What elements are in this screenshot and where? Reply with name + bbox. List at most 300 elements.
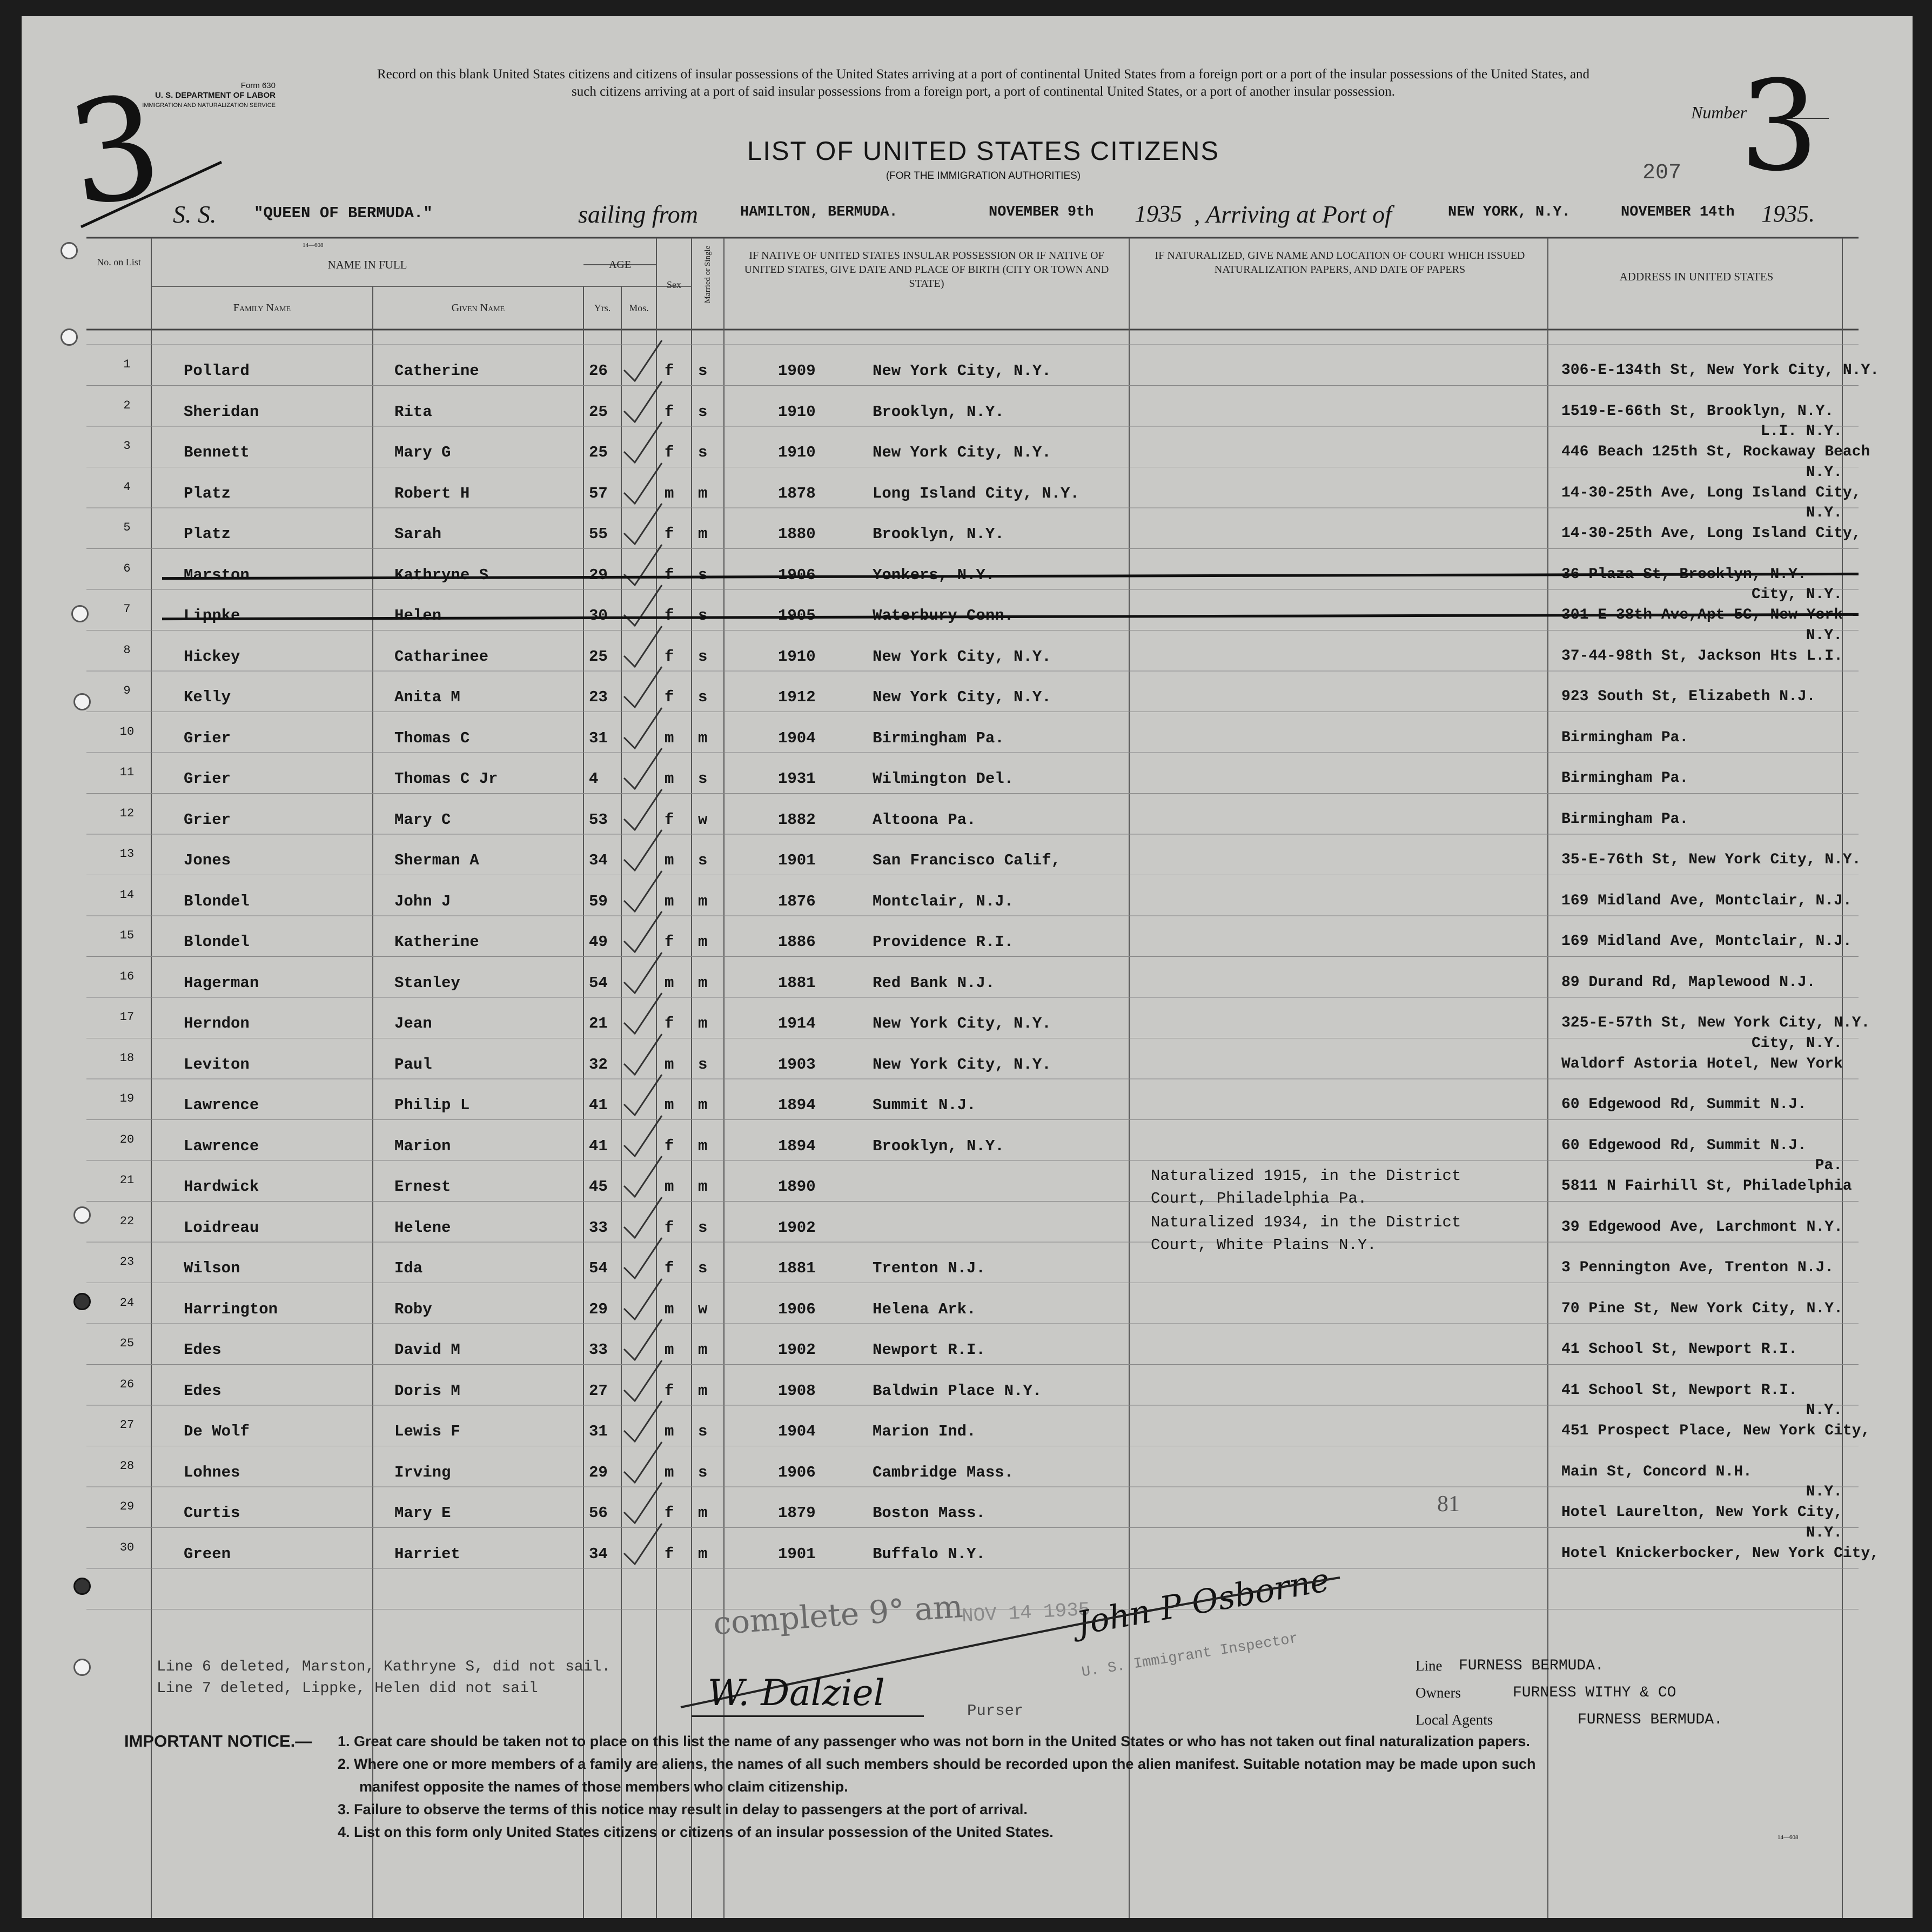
cell-sex: f [665, 525, 674, 543]
cell-address-continuation: N.Y. [1806, 505, 1842, 521]
punch-hole [71, 605, 89, 622]
cell-row-number: 19 [119, 1092, 135, 1105]
manifest-sheet [22, 16, 1913, 1918]
cell-age-years: 29 [589, 1463, 608, 1481]
cell-birth-place: Brooklyn, N.Y. [873, 525, 1004, 543]
cell-birth-place: Birmingham Pa. [873, 729, 1004, 747]
cell-address: 41 School St, Newport R.I. [1561, 1341, 1797, 1358]
cell-family-name: Herndon [184, 1015, 250, 1032]
cell-address-continuation: N.Y. [1806, 1402, 1842, 1419]
table-row [22, 1092, 1913, 1137]
notice-item-3: 3. Failure to observe the terms of this notice may result in delay to passengers at the port of arrival. [338, 1801, 1028, 1817]
cell-birth-year: 1931 [778, 770, 816, 788]
cell-sex: m [665, 892, 674, 910]
punch-hole [73, 1293, 91, 1310]
cell-marital-status: s [698, 688, 708, 706]
cell-marital-status: m [698, 933, 708, 951]
cell-given-name: Philip L [394, 1096, 470, 1114]
cell-row-number: 14 [119, 888, 135, 902]
cell-family-name: Loidreau [184, 1218, 259, 1237]
cell-address: Main St, Concord N.H. [1561, 1463, 1752, 1480]
cell-row-number: 23 [119, 1255, 135, 1269]
cell-family-name: Lawrence [184, 1137, 259, 1155]
cell-age-years: 33 [589, 1218, 608, 1237]
cell-family-name: De Wolf [184, 1423, 250, 1440]
cell-family-name: Green [184, 1545, 231, 1563]
cell-family-name: Lippke [184, 607, 240, 625]
cell-sex: m [665, 729, 674, 747]
cell-birth-year: 1881 [778, 974, 816, 992]
cell-age-years: 25 [589, 403, 608, 421]
departure-port: HAMILTON, BERMUDA. [740, 204, 898, 220]
cell-marital-status: s [698, 444, 708, 461]
punch-hole [73, 1206, 91, 1224]
cell-row-number: 21 [119, 1173, 135, 1187]
cell-address: Birmingham Pa. [1561, 770, 1689, 787]
cell-birth-place: Buffalo N.Y. [873, 1545, 985, 1563]
cell-address: Birmingham Pa. [1561, 729, 1689, 746]
cell-birth-place: New York City, N.Y. [873, 688, 1051, 706]
cell-birth-place: Trenton N.J. [873, 1259, 985, 1277]
cell-marital-status: s [698, 1463, 708, 1481]
header-months: Mos. [629, 303, 649, 313]
cell-age-years: 45 [589, 1178, 608, 1196]
cell-family-name: Kelly [184, 688, 231, 706]
cell-birth-place: New York City, N.Y. [873, 1015, 1051, 1032]
cell-family-name: Grier [184, 810, 231, 829]
cell-age-years: 29 [589, 1300, 608, 1318]
cell-address: Birmingham Pa. [1561, 810, 1689, 828]
cell-age-years: 56 [589, 1504, 608, 1522]
cell-family-name: Edes [184, 1381, 222, 1400]
table-row [22, 806, 1913, 852]
naturalization-note-row22-line2: Court, White Plains N.Y. [1151, 1236, 1377, 1254]
cell-row-number: 4 [123, 480, 131, 494]
cell-birth-year: 1908 [778, 1381, 816, 1400]
cell-birth-year: 1904 [778, 1423, 816, 1440]
table-row [22, 1402, 1913, 1464]
cell-birth-place: New York City, N.Y. [873, 647, 1051, 666]
cell-row-number: 5 [123, 521, 131, 534]
cell-age-years: 41 [589, 1137, 608, 1155]
table-row [22, 1132, 1913, 1178]
cell-family-name: Marston [184, 566, 250, 584]
cell-birth-year: 1906 [778, 1463, 816, 1481]
notice-item-2b: manifest opposite the names of those members who claim citizenship. [359, 1779, 848, 1795]
number-label: Number [1691, 103, 1747, 122]
cell-birth-place: New York City, N.Y. [873, 444, 1051, 461]
cell-row-number: 8 [123, 643, 131, 657]
cell-birth-year: 1894 [778, 1096, 816, 1114]
cell-family-name: Platz [184, 525, 231, 543]
form-title: LIST OF UNITED STATES CITIZENS [747, 137, 1220, 166]
line-value: FURNESS BERMUDA. [1459, 1658, 1604, 1674]
cell-given-name: Catharinee [394, 647, 489, 666]
cell-row-number: 27 [119, 1418, 135, 1432]
cell-sex: f [665, 403, 674, 421]
cell-birth-place: Boston Mass. [873, 1504, 985, 1522]
cell-birth-year: 1905 [778, 607, 816, 625]
table-row [22, 684, 1913, 729]
cell-sex: m [665, 974, 674, 992]
cell-row-number: 18 [119, 1051, 135, 1065]
cell-row-number: 28 [119, 1459, 135, 1473]
table-row [22, 586, 1913, 648]
table-row [22, 627, 1913, 689]
notice-item-4: 4. List on this form only United States citizens or citizens of an insular possession of the United States. [338, 1824, 1054, 1840]
naturalization-note-row21-line1: Naturalized 1915, in the District [1151, 1167, 1461, 1185]
cell-birth-year: 1886 [778, 933, 816, 951]
header-family-name: Family Name [233, 302, 291, 314]
inspector-signature: John P Osborne [1074, 1561, 1332, 1643]
cell-age-years: 55 [589, 525, 608, 543]
naturalization-note-row22-line1: Naturalized 1934, in the District [1151, 1213, 1461, 1231]
inspector-stamp: U. S. Immigrant Inspector [1081, 1631, 1299, 1681]
cell-family-name: Grier [184, 729, 231, 747]
cell-row-number: 25 [119, 1337, 135, 1350]
cell-given-name: Lewis F [394, 1423, 460, 1440]
department-name: U. S. DEPARTMENT OF LABOR [155, 91, 276, 100]
table-row [22, 398, 1913, 444]
cell-birth-place: Red Bank N.J. [873, 974, 995, 992]
header-age: AGE [608, 259, 632, 271]
cell-address: Waldorf Astoria Hotel, New York [1561, 1055, 1843, 1072]
cell-birth-year: 1901 [778, 851, 816, 869]
cell-family-name: Hardwick [184, 1178, 259, 1196]
table-row [22, 725, 1913, 770]
cell-sex: f [665, 362, 674, 380]
date-stamp: NOV 14 1935 [961, 1598, 1091, 1628]
cell-address: 36 Plaza St, Brooklyn, N.Y. [1561, 566, 1807, 583]
cell-birth-place: New York City, N.Y. [873, 1055, 1051, 1074]
cell-sex: f [665, 1259, 674, 1277]
cell-address: 60 Edgewood Rd, Summit N.J. [1561, 1096, 1807, 1113]
cell-row-number: 26 [119, 1377, 135, 1391]
cell-marital-status: m [698, 729, 708, 747]
cell-age-years: 54 [589, 1259, 608, 1277]
cell-birth-year: 1879 [778, 1504, 816, 1522]
cell-given-name: Ernest [394, 1178, 451, 1196]
cell-sex: f [665, 1218, 674, 1237]
punch-hole [73, 1659, 91, 1676]
table-row [22, 1010, 1913, 1056]
notice-heading: IMPORTANT NOTICE.— [124, 1732, 312, 1750]
cell-sex: m [665, 1055, 674, 1074]
ss-label: S. S. [173, 200, 217, 228]
cell-birth-place: Baldwin Place N.Y. [873, 1381, 1042, 1400]
cell-marital-status: s [698, 607, 708, 625]
cell-address-continuation: City, N.Y. [1751, 1035, 1842, 1052]
cell-sex: m [665, 1300, 674, 1318]
cell-sex: f [665, 810, 674, 829]
notice-item-1: 1. Great care should be taken not to place on this list the name of any passenger who was not born in the United States or who has not taken out final naturalization papers. [338, 1733, 1530, 1749]
cell-address: 14-30-25th Ave, Long Island City, [1561, 484, 1861, 501]
agents-label: Local Agents [1416, 1712, 1493, 1728]
cell-marital-status: m [698, 1137, 708, 1155]
header-name-in-full: NAME IN FULL [327, 258, 407, 271]
cell-address: 446 Beach 125th St, Rockaway Beach [1561, 444, 1870, 460]
cell-address: Hotel Laurelton, New York City, [1561, 1504, 1843, 1521]
cell-address: 89 Durand Rd, Maplewood N.J. [1561, 974, 1816, 991]
ship-name: "QUEEN OF BERMUDA." [254, 204, 433, 222]
cell-given-name: John J [394, 892, 451, 910]
cell-sex: f [665, 566, 674, 584]
cell-given-name: Paul [394, 1055, 432, 1074]
cell-family-name: Bennett [184, 444, 250, 461]
cell-row-number: 9 [123, 684, 131, 697]
cell-birth-year: 1890 [778, 1178, 816, 1196]
punch-hole [73, 693, 91, 710]
cell-family-name: Lohnes [184, 1463, 240, 1481]
cell-address-continuation: N.Y. [1806, 1484, 1842, 1500]
cell-given-name: Jean [394, 1015, 432, 1032]
cell-given-name: Catherine [394, 362, 479, 380]
cell-birth-year: 1910 [778, 647, 816, 666]
cell-address: 5811 N Fairhill St, Philadelphia [1561, 1178, 1852, 1195]
deletion-note-line7: Line 7 deleted, Lippke, Helen did not sail [157, 1680, 538, 1697]
cell-family-name: Platz [184, 484, 231, 502]
cell-birth-place: New York City, N.Y. [873, 362, 1051, 380]
cell-family-name: Wilson [184, 1259, 240, 1277]
departure-date: NOVEMBER 9th [989, 204, 1094, 220]
cell-age-years: 23 [589, 688, 608, 706]
cell-marital-status: m [698, 484, 708, 502]
cell-marital-status: s [698, 403, 708, 421]
cell-marital-status: s [698, 1218, 708, 1237]
cell-address: 325-E-57th St, New York City, N.Y. [1561, 1015, 1870, 1031]
cell-age-years: 59 [589, 892, 608, 910]
cell-birth-place: Montclair, N.J. [873, 892, 1014, 910]
cell-birth-year: 1901 [778, 1545, 816, 1563]
cell-birth-year: 1894 [778, 1137, 816, 1155]
cell-given-name: Ida [394, 1259, 423, 1277]
cell-given-name: Rita [394, 403, 432, 421]
cell-marital-status: s [698, 1259, 708, 1277]
cell-age-years: 57 [589, 484, 608, 502]
cell-birth-year: 1880 [778, 525, 816, 543]
cell-given-name: Helen [394, 607, 442, 625]
cell-birth-year: 1914 [778, 1015, 816, 1032]
cell-sex: m [665, 1463, 674, 1481]
cell-address: 41 School St, Newport R.I. [1561, 1381, 1797, 1399]
cell-marital-status: s [698, 1423, 708, 1440]
cell-marital-status: m [698, 1015, 708, 1032]
cell-sex: f [665, 933, 674, 951]
purser-label: Purser [967, 1702, 1024, 1720]
cell-given-name: Doris M [394, 1381, 460, 1400]
cell-address: 301-E-38th Ave,Apt 5C, New York [1561, 607, 1843, 623]
cell-row-number: 10 [119, 725, 135, 739]
cell-family-name: Sheridan [184, 403, 259, 421]
cell-age-years: 31 [589, 729, 608, 747]
cell-given-name: Thomas C [394, 729, 470, 747]
cell-birth-place: Yonkers, N.Y. [873, 566, 995, 584]
cell-marital-status: m [698, 1178, 708, 1196]
cell-row-number: 7 [123, 602, 131, 616]
cell-age-years: 34 [589, 851, 608, 869]
cell-marital-status: m [698, 974, 708, 992]
form-number: Form 630 [240, 81, 276, 90]
table-row [22, 929, 1913, 974]
cell-birth-place: Newport R.I. [873, 1341, 985, 1359]
cell-row-number: 11 [119, 766, 135, 779]
cell-address-continuation: N.Y. [1806, 627, 1842, 644]
cell-given-name: Mary G [394, 444, 451, 461]
cell-sex: f [665, 647, 674, 666]
cell-birth-year: 1878 [778, 484, 816, 502]
cell-given-name: Sherman A [394, 851, 479, 869]
cell-address-continuation: City, N.Y. [1751, 586, 1842, 603]
header-years: Yrs. [594, 303, 611, 313]
cell-birth-year: 1909 [778, 362, 816, 380]
arrival-year: 1935. [1761, 200, 1815, 227]
cell-row-number: 12 [119, 806, 135, 820]
cell-address-continuation: Pa. [1815, 1157, 1842, 1174]
cell-row-number: 1 [123, 358, 131, 371]
deletion-note-line6: Line 6 deleted, Marston, Kathryne S, did not sail. [157, 1659, 611, 1675]
cell-marital-status: w [698, 810, 708, 829]
cell-age-years: 30 [589, 607, 608, 625]
cell-marital-status: s [698, 566, 708, 584]
cell-birth-year: 1882 [778, 810, 816, 829]
cell-marital-status: m [698, 892, 708, 910]
cell-given-name: Robert H [394, 484, 470, 502]
cell-given-name: Harriet [394, 1545, 460, 1563]
table-row [22, 358, 1913, 403]
notice-item-2a: 2. Where one or more members of a family are aliens, the names of all such members should be recorded upon the alien manifest. Suitable notation may be made upon such [338, 1756, 1536, 1772]
cell-birth-place: Altoona Pa. [873, 810, 976, 829]
cell-given-name: Mary E [394, 1504, 451, 1522]
cell-sex: f [665, 1381, 674, 1400]
cell-birth-place: Marion Ind. [873, 1423, 976, 1440]
cell-given-name: Thomas C Jr [394, 770, 498, 788]
cell-age-years: 25 [589, 647, 608, 666]
cell-marital-status: m [698, 1545, 708, 1563]
number-value: 3 [1740, 55, 1819, 199]
cell-sex: m [665, 1178, 674, 1196]
table-row [22, 1214, 1913, 1260]
cell-row-number: 29 [119, 1500, 135, 1513]
cell-age-years: 53 [589, 810, 608, 829]
table-row [22, 1337, 1913, 1382]
cell-row-number: 30 [119, 1540, 135, 1554]
stamp-207: 207 [1642, 161, 1682, 185]
cell-sex: m [665, 484, 674, 502]
cell-given-name: David M [394, 1341, 460, 1359]
cell-row-number: 16 [119, 969, 135, 983]
cell-birth-year: 1902 [778, 1218, 816, 1237]
punch-hole [61, 328, 78, 346]
cell-row-number: 17 [119, 1010, 135, 1024]
cell-age-years: 25 [589, 444, 608, 461]
cell-address: 60 Edgewood Rd, Summit N.J. [1561, 1137, 1807, 1154]
table-row [22, 505, 1913, 566]
cell-address: 169 Midland Ave, Montclair, N.J. [1561, 933, 1852, 950]
table-row [22, 1255, 1913, 1300]
header-given-name: Given Name [451, 302, 505, 314]
table-row [22, 464, 1913, 526]
cell-row-number: 2 [123, 398, 131, 412]
cell-birth-place: San Francisco Calif, [873, 851, 1061, 869]
cell-address-continuation: L.I. N.Y. [1760, 423, 1842, 440]
table-row [22, 1035, 1913, 1097]
punch-hole [61, 242, 78, 259]
cell-sex: m [665, 1341, 674, 1359]
table-row [22, 1484, 1913, 1545]
cell-birth-year: 1881 [778, 1259, 816, 1277]
cell-address: 39 Edgewood Ave, Larchmont N.Y. [1561, 1218, 1843, 1236]
cell-address-continuation: N.Y. [1806, 464, 1842, 481]
cell-birth-year: 1912 [778, 688, 816, 706]
cell-given-name: Roby [394, 1300, 432, 1318]
cell-age-years: 33 [589, 1341, 608, 1359]
cell-address: 169 Midland Ave, Montclair, N.J. [1561, 892, 1852, 909]
completion-note: complete 9° am [712, 1587, 964, 1642]
cell-address: 306-E-134th St, New York City, N.Y. [1561, 362, 1880, 379]
cell-marital-status: m [698, 1504, 708, 1522]
cell-birth-place: Providence R.I. [873, 933, 1014, 951]
cell-sex: f [665, 688, 674, 706]
arrival-port: NEW YORK, N.Y. [1448, 204, 1571, 220]
cell-given-name: Stanley [394, 974, 460, 992]
header-sex: Sex [667, 279, 681, 290]
cell-age-years: 49 [589, 933, 608, 951]
cell-marital-status: m [698, 525, 708, 543]
cell-address: 14-30-25th Ave, Long Island City, [1561, 525, 1861, 542]
cell-marital-status: m [698, 1381, 708, 1400]
cell-family-name: Blondel [184, 933, 250, 951]
purser-signature-line [692, 1715, 924, 1717]
cell-sex: f [665, 1545, 674, 1563]
cell-given-name: Katherine [394, 933, 479, 951]
cell-birth-place: Brooklyn, N.Y. [873, 1137, 1004, 1155]
table-row [22, 423, 1913, 485]
cell-family-name: Blondel [184, 892, 250, 910]
punch-hole [73, 1578, 91, 1595]
header-address: ADDRESS IN UNITED STATES [1619, 270, 1774, 283]
cell-marital-status: s [698, 362, 708, 380]
cell-given-name: Sarah [394, 525, 442, 543]
cell-marital-status: m [698, 1341, 708, 1359]
table-row [22, 969, 1913, 1015]
cell-family-name: Hagerman [184, 974, 259, 992]
cell-birth-year: 1902 [778, 1341, 816, 1359]
agents-value: FURNESS BERMUDA. [1578, 1712, 1723, 1728]
header-married-or-single: Married or Single [703, 245, 712, 304]
cell-birth-year: 1876 [778, 892, 816, 910]
cell-sex: m [665, 851, 674, 869]
cell-given-name: Kathryne S [394, 566, 489, 584]
owners-value: FURNESS WITHY & CO [1513, 1685, 1676, 1701]
cell-birth-year: 1903 [778, 1055, 816, 1074]
cell-age-years: 34 [589, 1545, 608, 1563]
cell-given-name: Anita M [394, 688, 460, 706]
cell-family-name: Hickey [184, 647, 240, 666]
page-mark: 81 [1437, 1492, 1460, 1517]
cell-given-name: Helene [394, 1218, 451, 1237]
header-native-birth: IF NATIVE OF UNITED STATES INSULAR POSSESSION OR IF NATIVE OF UNITED STATES, GIVE DATE AND PLACE OF BIRTH (CITY OR TOWN AND STATE) [744, 250, 1109, 290]
cell-address: 35-E-76th St, New York City, N.Y. [1561, 851, 1861, 868]
cell-address: 3 Pennington Ave, Trenton N.J. [1561, 1259, 1834, 1276]
table-row [22, 1296, 1913, 1341]
purser-signature: W. Dalziel [708, 1672, 885, 1714]
table-row [22, 1459, 1913, 1505]
owners-label: Owners [1416, 1685, 1461, 1701]
cell-address: Hotel Knickerbocker, New York City, [1561, 1545, 1880, 1562]
cell-given-name: Marion [394, 1137, 451, 1155]
departure-year: 1935 [1135, 200, 1182, 227]
cell-sex: f [665, 1504, 674, 1522]
